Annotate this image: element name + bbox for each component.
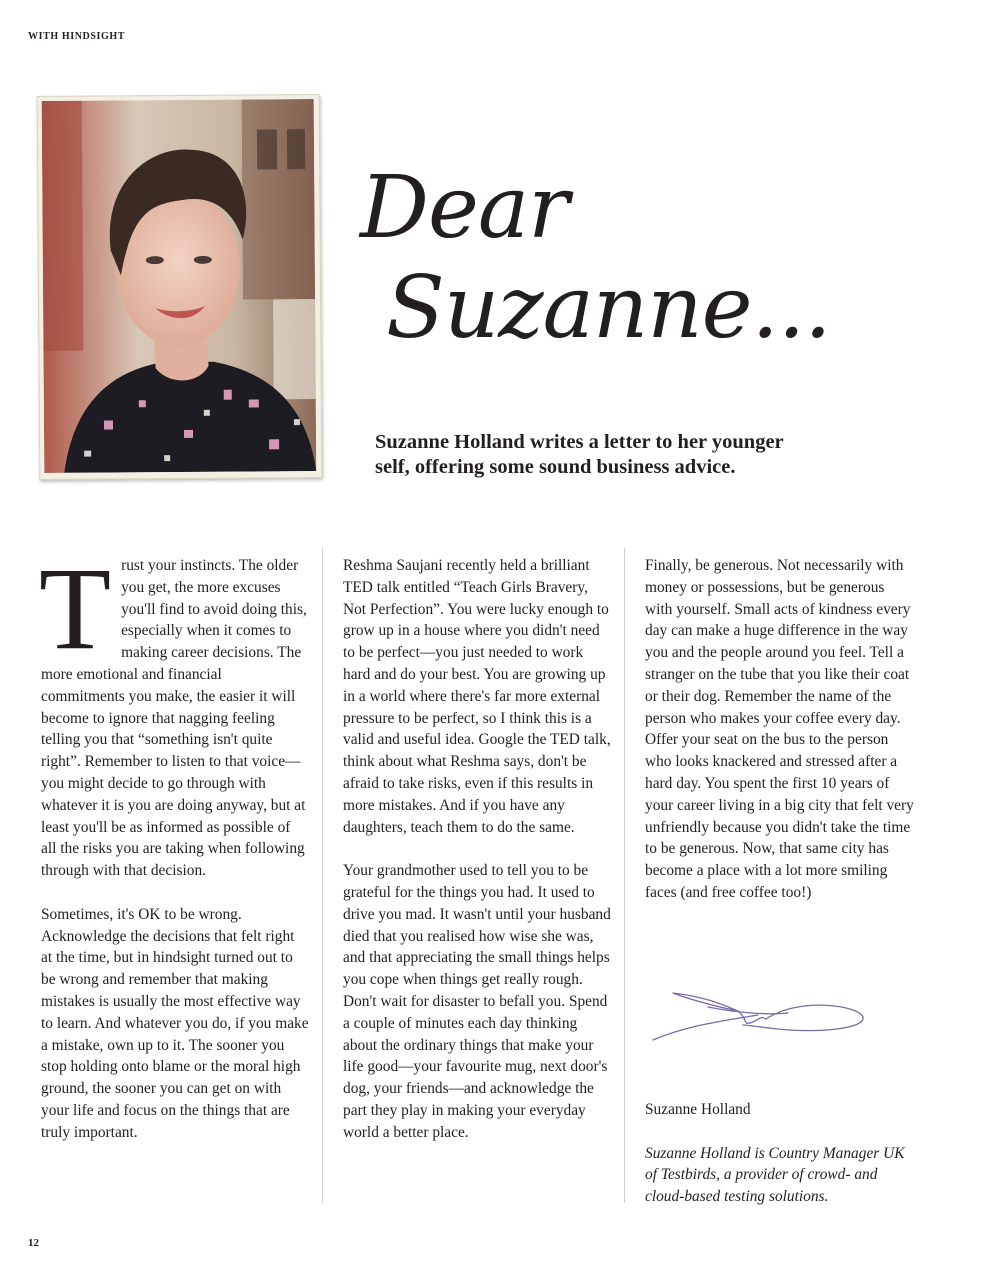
- author-photo: [37, 94, 323, 480]
- paragraph-text: rust your instincts. The older you get, the more excuses you'll find to avoid doing this, especially when it comes to making career decisions. The more emotional and financial commitments you make, the easier it will become to ignore that nagging feeling telling you that “something isn't quite right”. Remember to listen to that voice— you might decide to go through with whatever it is you are doing anyway, but at least you'll be as informed as possible of all the risks you are taking when following through with that decision.: [41, 557, 307, 880]
- portrait-image: [42, 99, 317, 473]
- article-column-2: [343, 555, 611, 1144]
- paragraph: Your grandmother used to tell you to be grateful for the things you had. It used to drive you mad. It wasn't until your husband died that you realised how wise she was, and that appreciating the small things helps you cope when things get really rough. Don't wait for disaster to befall you. Spend a couple of minutes each day thinking about the ordinary things that make your life good—your favourite mug, next door's dog, your friends—and acknowledge the part they play in making your everyday world a better place.: [343, 862, 611, 1141]
- column-divider: [322, 548, 323, 1203]
- headline: [360, 158, 880, 358]
- standfirst: Suzanne Holland writes a letter to her younger self, offering some sound business advice.: [375, 431, 784, 478]
- paragraph: Sometimes, it's OK to be wrong. Acknowledge the decisions that felt right at the time, but in hindsight turned out to be wrong and remember that making mistakes is usually the most effective way to learn. And whatever you do, if you make a mistake, own up to it. The sooner you stop holding onto blame or the moral high ground, the sooner you can get on with your life and focus on the things that are truly important.: [41, 905, 309, 1141]
- drop-cap: T: [39, 543, 112, 674]
- author-bio: Suzanne Holland is Country Manager UK of Testbirds, a provider of crowd- and cloud-based testing solutions.: [645, 1144, 905, 1206]
- signoff-block: [645, 1099, 915, 1208]
- page-number: 12: [28, 1237, 39, 1249]
- article-column-1: [39, 543, 309, 1144]
- paragraph: Reshma Saujani recently held a brilliant TED talk entitled “Teach Girls Bravery, Not Perfection”. You were lucky enough to grow up in a house where you didn't need to be perfect—you just needed to work hard and do your best. You are growing up in a world where there's far more external pressure to be perfect, so I think this is a valid and useful idea. Google the TED talk, think about what Reshma says, don't be afraid to take risks, even if this results in more mistakes. And if you have any daughters, teach them to do the same.: [343, 557, 611, 836]
- headline-line-1: Dear: [360, 158, 569, 258]
- author-name: Suzanne Holland: [645, 1101, 751, 1118]
- column-divider: [624, 548, 625, 1203]
- paragraph: [39, 543, 309, 882]
- section-tag: WITH HINDSIGHT: [28, 31, 126, 42]
- headline-line-2: Suzanne...: [386, 258, 831, 358]
- article-column-3: [645, 555, 915, 904]
- paragraph: Finally, be generous. Not necessarily with money or possessions, but be generous with yourself. Small acts of kindness every day can make a huge difference in the way you and the people around you feel. Tell a stranger on the tube that you like their coat or their dog. Remember the name of the person who makes your coffee every day. Offer your seat on the bus to the person who looks knackered and stressed after a hard day. You spent the first 10 years of your career living in a big city that felt very unfriendly because you didn't take the time to be generous. Now, that same city has become a place with a lot more smiling faces (and free coffee too!): [645, 557, 914, 901]
- signature-image: [648, 985, 873, 1055]
